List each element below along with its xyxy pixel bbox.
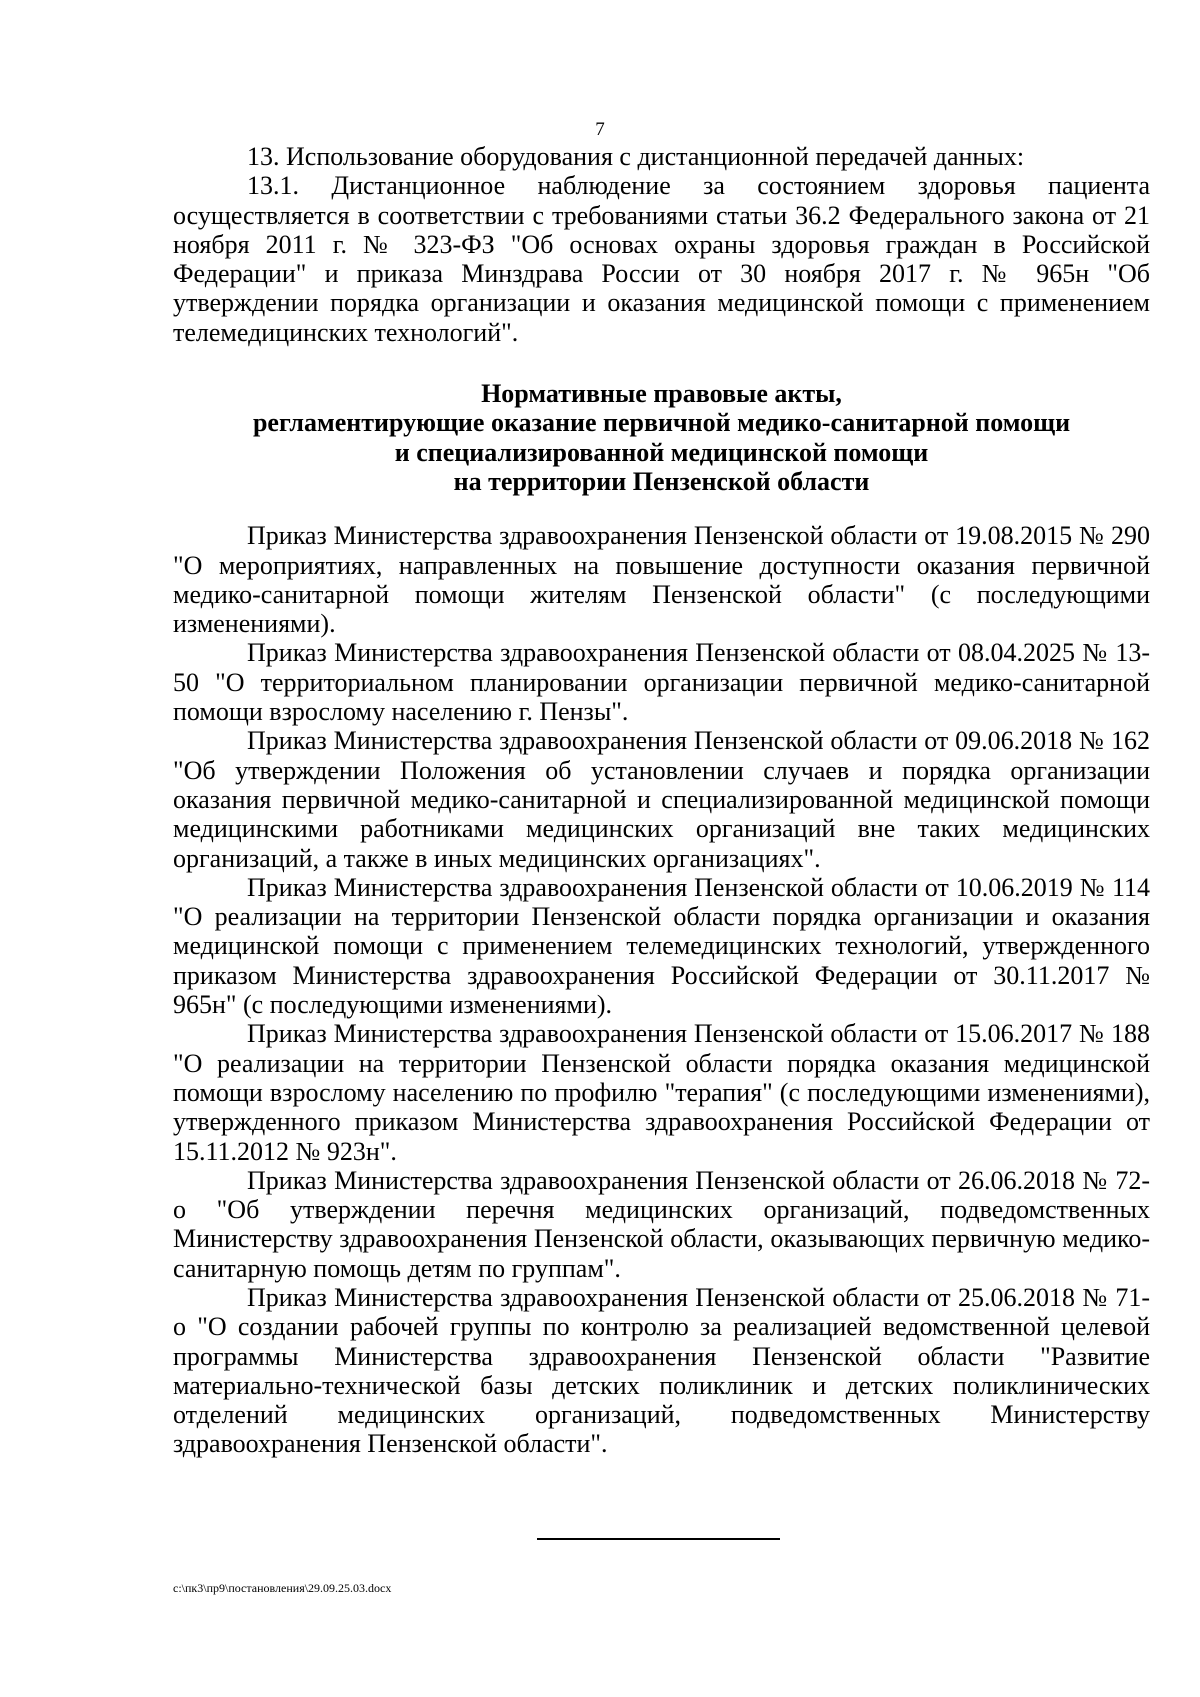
heading-line-4: на территории Пензенской области — [453, 466, 870, 496]
document-body — [173, 142, 1150, 1459]
footer-file-path: c:\пк3\пр9\постановления\29.09.25.03.docx — [173, 1581, 392, 1595]
act-paragraph-4: Приказ Министерства здравоохранения Пензенской области от 10.06.2019 № 114 "О реализации на территории Пензенской области порядка организации и оказания медицинской помощи с применением телемедицинских технологий, утвержденного приказом Министерства здравоохранения Российской Федерации от 30.11.2017 № 965н" (с последующими изменениями). — [173, 872, 1150, 1020]
act-paragraph-2: Приказ Министерства здравоохранения Пензенской области от 08.04.2025 № 13-50 "О территориальном планировании организации первичной медико-санитарной помощи взрослому населению г. Пензы". — [173, 638, 1150, 727]
act-paragraph-3: Приказ Министерства здравоохранения Пензенской области от 09.06.2018 № 162 "Об утверждении Положения об установлении случаев и порядка организации оказания первичной медико-санитарной и специализированной медицинской помощи медицинскими работниками медицинских организаций вне таких медицинских организаций, а также в иных медицинских организациях". — [173, 726, 1150, 873]
item-13-paragraph: 13. Использование оборудования с дистанционной передачей данных: — [247, 142, 1025, 171]
act-paragraph-7: Приказ Министерства здравоохранения Пензенской области от 25.06.2018 № 71-о "О создании рабочей группы по контролю за реализацией ведомственной целевой программы Министерства здравоохранения Пензенской области "Развитие материально-технической базы детских поликлиник и детских поликлинических отделений медицинских организаций, подведомственных Министерству здравоохранения Пензенской области". — [173, 1282, 1150, 1459]
page-number: 7 — [595, 119, 605, 140]
act-paragraph-1: Приказ Министерства здравоохранения Пензенской области от 19.08.2015 № 290 "О мероприятиях, направленных на повышение доступности оказания первичной медико-санитарной помощи жителям Пензенской области" (с последующими изменениями). — [173, 521, 1150, 639]
heading-line-2: регламентирующие оказание первичной медико-санитарной помощи — [252, 408, 1071, 438]
end-divider-line — [537, 1538, 780, 1540]
heading-line-3: и специализированной медицинской помощи — [394, 437, 929, 467]
act-paragraph-5: Приказ Министерства здравоохранения Пензенской области от 15.06.2017 № 188 "О реализации на территории Пензенской области порядка оказания медицинской помощи взрослому населению по профилю "терапия" (с последующими изменениями), утвержденного приказом Министерства здравоохранения Российской Федерации от 15.11.2012 № 923н". — [173, 1019, 1150, 1166]
item-13-1-paragraph: 13.1. Дистанционное наблюдение за состоянием здоровья пациента осуществляется в соответствии с требованиями статьи 36.2 Федерального закона от 21 ноября 2011 г. № 323-ФЗ "Об основах охраны здоровья граждан в Российской Федерации" и приказа Минздрава России от 30 ноября 2017 г. № 965н "Об утверждении порядка организации и оказания медицинской помощи с применением телемедицинских технологий". — [173, 171, 1150, 347]
heading-line-1: Нормативные правовые акты, — [481, 379, 842, 409]
act-paragraph-6: Приказ Министерства здравоохранения Пензенской области от 26.06.2018 № 72-о "Об утверждении перечня медицинских организаций, подведомственных Министерству здравоохранения Пензенской области, оказывающих первичную медико-санитарную помощь детям по группам". — [173, 1165, 1150, 1283]
section-heading — [173, 379, 1150, 521]
